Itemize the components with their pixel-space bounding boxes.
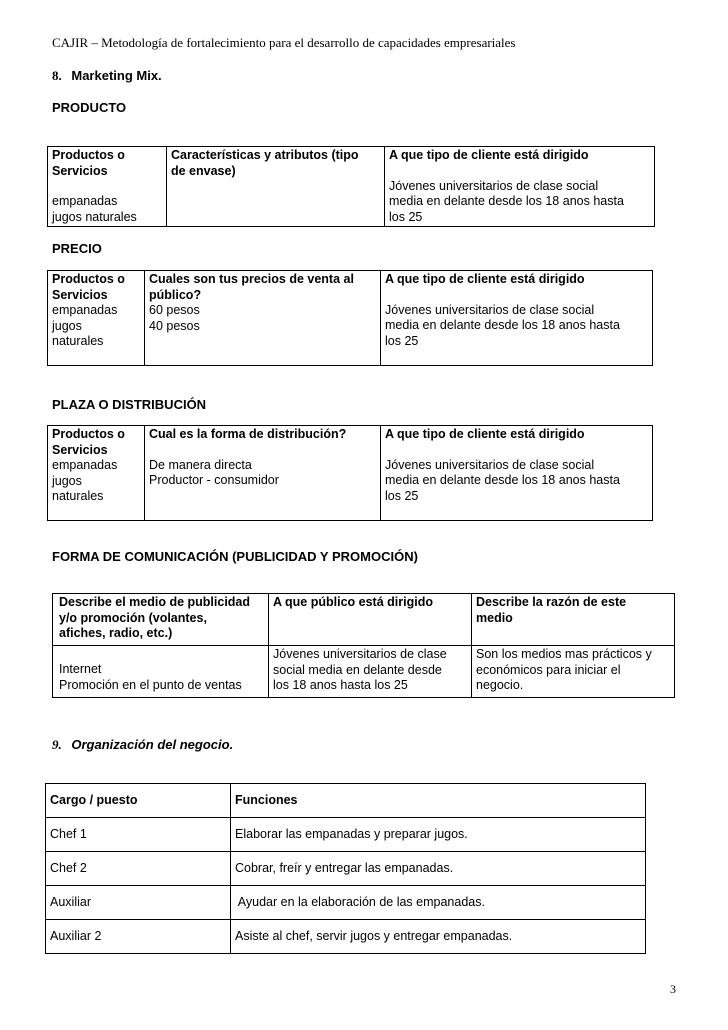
org-cargo: Chef 1	[46, 818, 231, 852]
comunicacion-title: FORMA DE COMUNICACIÓN (PUBLICIDAD Y PROMOCIÓN)	[52, 549, 418, 564]
comunicacion-media-text: Promoción en el punto de ventas	[59, 677, 242, 692]
comunicacion-col3-header: medio	[476, 610, 513, 625]
precio-client-text: los 25	[385, 333, 419, 348]
comunicacion-reason-cell	[472, 646, 675, 698]
producto-product: jugos naturales	[52, 209, 137, 224]
precio-client-cell	[381, 271, 653, 366]
table-row	[46, 852, 646, 886]
comunicacion-col2-header: A que público está dirigido	[273, 595, 433, 609]
org-funcion: Ayudar en la elaboración de las empanadas.	[231, 886, 646, 920]
plaza-title: PLAZA O DISTRIBUCIÓN	[52, 397, 207, 412]
plaza-col3-header: A que tipo de cliente está dirigido	[385, 427, 585, 441]
producto-client-text: Jóvenes universitarios de clase social	[389, 178, 599, 193]
precio-product: empanadas	[52, 303, 118, 317]
comunicacion-audience-text: los 18 anos hasta los 25	[273, 678, 408, 692]
comunicacion-reason-text: negocio.	[476, 678, 524, 692]
plaza-col1-header: Servicios	[52, 442, 108, 457]
precio-price: 40 pesos	[149, 318, 200, 333]
section-9-heading	[52, 737, 233, 753]
plaza-product: empanadas	[52, 458, 118, 472]
producto-attributes-cell	[167, 147, 385, 227]
producto-col2-header: Características y atributos (tipo	[171, 148, 359, 162]
running-header: CAJIR – Metodología de fortalecimiento para el desarrollo de capacidades empresariales	[52, 35, 516, 50]
producto-title: PRODUCTO	[52, 100, 127, 115]
comunicacion-audience-text: Jóvenes universitarios de clase	[273, 647, 447, 661]
plaza-client-text: Jóvenes universitarios de clase social	[385, 457, 595, 472]
comunicacion-col3-header: Describe la razón de este	[476, 595, 627, 609]
plaza-col1-header: Productos o	[52, 427, 125, 441]
producto-client-cell	[385, 147, 655, 227]
comunicacion-media-text: Internet	[59, 662, 102, 676]
producto-client-text: los 25	[389, 209, 423, 224]
org-funcion: Asiste al chef, servir jugos y entregar empanadas.	[231, 920, 646, 954]
precio-col1-header: Servicios	[52, 287, 108, 302]
comunicacion-header-reason	[472, 594, 675, 646]
comunicacion-col1-header: y/o promoción (volantes,	[59, 610, 207, 625]
precio-products-cell	[48, 271, 145, 366]
section-9-number: 9.	[52, 737, 62, 752]
comunicacion-col1-header: afiches, radio, etc.)	[59, 626, 173, 640]
org-cargo: Auxiliar 2	[46, 920, 231, 954]
plaza-distribution-text: Productor - consumidor	[149, 473, 279, 487]
comunicacion-audience-text: social media en delante desde	[273, 662, 442, 677]
precio-client-text: Jóvenes universitarios de clase social	[385, 302, 595, 317]
plaza-product: naturales	[52, 489, 104, 503]
precio-prices-cell	[145, 271, 381, 366]
comunicacion-reason-text: económicos para iniciar el	[476, 662, 621, 677]
comunicacion-header-audience	[269, 594, 472, 646]
comunicacion-table	[52, 593, 675, 698]
table-row	[46, 886, 646, 920]
org-col2-header: Funciones	[231, 784, 646, 818]
org-col1-header: Cargo / puesto	[46, 784, 231, 818]
org-cargo: Auxiliar	[46, 886, 231, 920]
comunicacion-media-cell	[53, 646, 269, 698]
plaza-client-text: los 25	[385, 488, 419, 503]
section-8-heading	[52, 68, 162, 84]
org-funcion: Cobrar, freír y entregar las empanadas.	[231, 852, 646, 886]
precio-product: naturales	[52, 334, 104, 348]
plaza-client-text: media en delante desde los 18 anos hasta	[385, 473, 620, 487]
precio-col3-header: A que tipo de cliente está dirigido	[385, 272, 585, 286]
producto-product: empanadas	[52, 194, 118, 208]
plaza-distribution-cell	[145, 426, 381, 521]
precio-table	[47, 270, 653, 366]
table-row	[46, 920, 646, 954]
plaza-distribution-text: De manera directa	[149, 457, 252, 472]
comunicacion-reason-text: Son los medios mas prácticos y	[476, 647, 652, 661]
page-number: 3	[670, 982, 676, 996]
section-9-title: Organización del negocio.	[71, 737, 234, 752]
producto-client-text: media en delante desde los 18 anos hasta	[389, 194, 624, 208]
table-row	[46, 818, 646, 852]
plaza-table	[47, 425, 653, 521]
precio-product: jugos	[52, 318, 82, 333]
org-funcion: Elaborar las empanadas y preparar jugos.	[231, 818, 646, 852]
plaza-client-cell	[381, 426, 653, 521]
producto-col2-header: de envase)	[171, 163, 236, 178]
plaza-col2-header: Cual es la forma de distribución?	[149, 427, 347, 441]
section-8-number: 8.	[52, 68, 62, 83]
producto-table	[47, 146, 655, 227]
precio-col2-header: público?	[149, 287, 202, 302]
precio-price: 60 pesos	[149, 303, 200, 317]
producto-products-cell	[48, 147, 167, 227]
section-8-title: Marketing Mix.	[71, 68, 162, 83]
org-cargo: Chef 2	[46, 852, 231, 886]
comunicacion-audience-cell	[269, 646, 472, 698]
comunicacion-col1-header: Describe el medio de publicidad	[59, 595, 251, 609]
precio-title: PRECIO	[52, 241, 102, 256]
precio-col1-header: Productos o	[52, 272, 125, 286]
comunicacion-header-media	[53, 594, 269, 646]
producto-col1-header: Productos o	[52, 148, 125, 162]
organizacion-table	[45, 783, 646, 954]
producto-col3-header: A que tipo de cliente está dirigido	[389, 148, 589, 162]
plaza-product: jugos	[52, 473, 82, 488]
producto-col1-header: Servicios	[52, 163, 108, 178]
precio-client-text: media en delante desde los 18 anos hasta	[385, 318, 620, 332]
plaza-products-cell	[48, 426, 145, 521]
precio-col2-header: Cuales son tus precios de venta al	[149, 272, 354, 286]
